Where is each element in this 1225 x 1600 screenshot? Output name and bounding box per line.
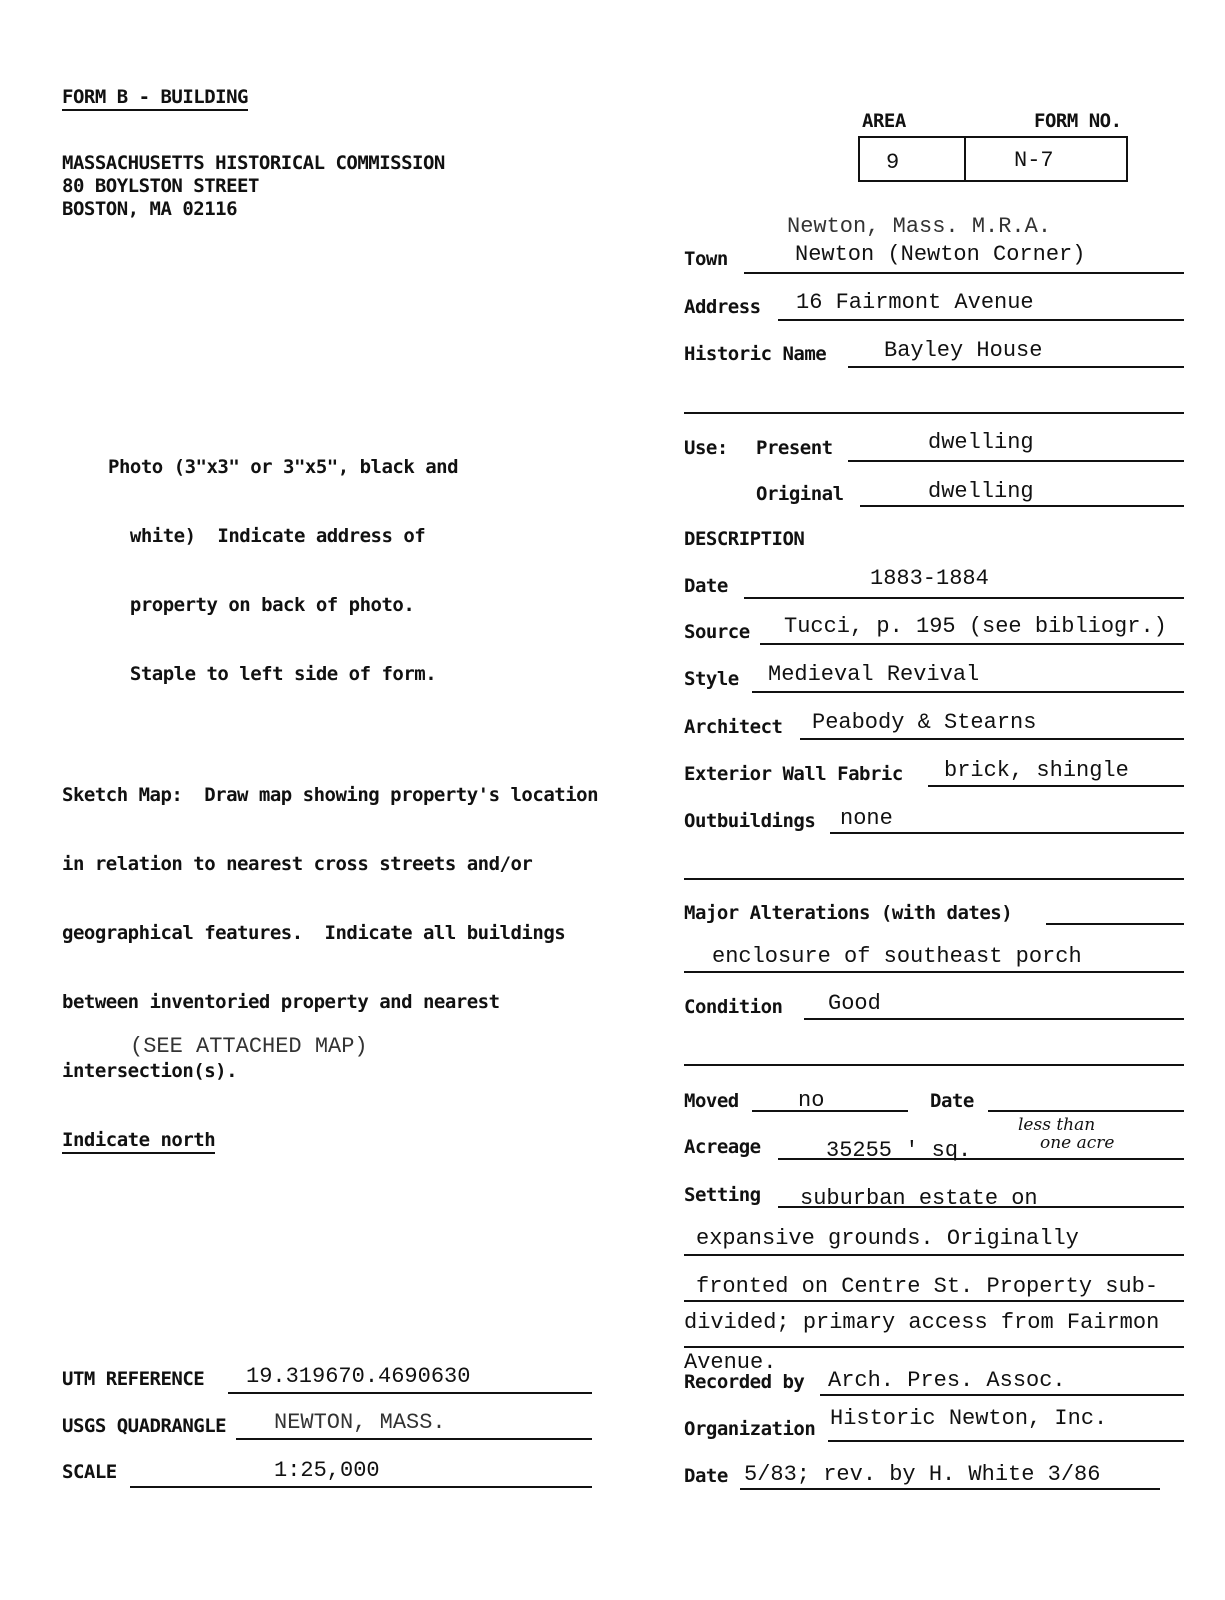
- scale-value: 1:25,000: [274, 1458, 380, 1483]
- historic-name-label: Historic Name: [684, 343, 827, 365]
- utm-line: [228, 1392, 592, 1394]
- record-date-value: 5/83; rev. by H. White 3/86: [744, 1462, 1101, 1487]
- alterations-label: Major Alterations (with dates): [684, 902, 1013, 924]
- moved-value: no: [798, 1088, 825, 1113]
- sketch-instruction-line: between inventoried property and nearest: [62, 991, 500, 1013]
- style-line: [752, 691, 1184, 693]
- blank-line-2: [684, 878, 1184, 880]
- source-value: Tucci, p. 195 (see bibliogr.): [784, 614, 1167, 639]
- sketch-instruction-line: in relation to nearest cross streets and/or: [62, 853, 533, 875]
- wall-fabric-line: [928, 785, 1184, 787]
- setting-line4: divided; primary access from Fairmon: [684, 1310, 1160, 1335]
- historic-name-value: Bayley House: [884, 338, 1043, 363]
- present-value: dwelling: [928, 430, 1034, 455]
- see-attached-map: (SEE ATTACHED MAP): [130, 1034, 368, 1059]
- moved-label: Moved: [684, 1090, 739, 1112]
- acreage-line: [778, 1158, 1184, 1160]
- setting-rule2: [684, 1254, 1184, 1256]
- date-label: Date: [684, 575, 728, 597]
- description-heading: DESCRIPTION: [684, 528, 805, 550]
- outbuildings-value: none: [840, 806, 893, 831]
- setting-line5: Avenue.: [684, 1350, 777, 1375]
- condition-value: Good: [828, 991, 881, 1016]
- architect-label: Architect: [684, 716, 783, 738]
- date-line: [744, 597, 1184, 599]
- original-label: Original: [756, 483, 844, 505]
- setting-line1: suburban estate on: [800, 1186, 1038, 1211]
- moved-date-line: [988, 1110, 1184, 1112]
- area-box-divider: [964, 138, 966, 180]
- town-value: Newton (Newton Corner): [795, 242, 1086, 267]
- setting-rule1: [778, 1206, 1184, 1208]
- style-label: Style: [684, 668, 739, 690]
- present-line: [848, 460, 1184, 462]
- blank-line-3: [684, 1064, 1184, 1066]
- area-value: 9: [886, 150, 900, 175]
- town-note: Newton, Mass. M.R.A.: [787, 214, 1052, 239]
- photo-instruction-line: property on back of photo.: [108, 594, 415, 616]
- outbuildings-label: Outbuildings: [684, 810, 816, 832]
- date-value: 1883-1884: [870, 566, 989, 591]
- architect-value: Peabody & Stearns: [812, 710, 1037, 735]
- organization-label: Organization: [684, 1418, 816, 1440]
- wall-fabric-label: Exterior Wall Fabric: [684, 763, 903, 785]
- record-date-line: [740, 1488, 1160, 1490]
- outbuildings-line: [830, 832, 1184, 834]
- photo-instruction-line: Photo (3"x3" or 3"x5", black and: [108, 456, 459, 478]
- usgs-value: NEWTON, MASS.: [274, 1410, 446, 1435]
- indicate-north: [62, 1129, 598, 1152]
- style-value: Medieval Revival: [768, 662, 980, 687]
- use-label: Use:: [684, 437, 728, 459]
- original-value: dwelling: [928, 479, 1034, 504]
- blank-line: [684, 412, 1184, 414]
- alterations-line: [684, 971, 1184, 973]
- condition-label: Condition: [684, 996, 783, 1018]
- form-no-label: FORM NO.: [1034, 110, 1122, 132]
- record-date-label: Date: [684, 1465, 728, 1487]
- acreage-value: 35255 ' sq.: [826, 1138, 972, 1163]
- original-line: [860, 505, 1184, 507]
- utm-label: UTM REFERENCE: [62, 1368, 205, 1390]
- usgs-line: [236, 1438, 592, 1440]
- scale-line: [130, 1486, 592, 1488]
- scale-label: SCALE: [62, 1461, 117, 1483]
- historic-name-line: [848, 366, 1184, 368]
- indicate-north-text: Indicate north: [62, 1129, 215, 1154]
- acreage-note-line2: one acre: [1040, 1133, 1115, 1153]
- photo-instructions: [108, 410, 458, 709]
- sketch-instruction-line: geographical features. Indicate all buildings: [62, 922, 566, 944]
- source-label: Source: [684, 621, 750, 643]
- setting-rule4: [684, 1346, 1184, 1348]
- acreage-label: Acreage: [684, 1136, 761, 1158]
- commission-street: 80 BOYLSTON STREET: [62, 175, 259, 197]
- setting-rule3: [684, 1300, 1184, 1302]
- source-line: [760, 643, 1184, 645]
- town-label: Town: [684, 248, 728, 270]
- moved-date-label: Date: [930, 1090, 974, 1112]
- acreage-note-line1: less than: [1018, 1115, 1096, 1135]
- recorded-line: [820, 1394, 1184, 1396]
- town-line: [744, 272, 1184, 274]
- wall-fabric-value: brick, shingle: [944, 758, 1129, 783]
- commission-city: BOSTON, MA 02116: [62, 198, 238, 220]
- present-label: Present: [756, 437, 833, 459]
- recorded-label: Recorded by: [684, 1371, 805, 1393]
- address-value: 16 Fairmont Avenue: [796, 290, 1034, 315]
- usgs-label: USGS QUADRANGLE: [62, 1415, 227, 1437]
- area-label: AREA: [862, 110, 906, 132]
- setting-line3: fronted on Centre St. Property sub-: [696, 1274, 1159, 1299]
- photo-instruction-line: white) Indicate address of: [108, 525, 426, 547]
- sketch-instructions: [62, 738, 598, 1175]
- recorded-value: Arch. Pres. Assoc.: [828, 1368, 1066, 1393]
- sketch-instruction-line: Sketch Map: Draw map showing property's location: [62, 784, 599, 806]
- alterations-value: enclosure of southeast porch: [712, 944, 1082, 969]
- address-line: [778, 319, 1184, 321]
- organization-value: Historic Newton, Inc.: [830, 1406, 1108, 1431]
- utm-value: 19.319670.4690630: [246, 1364, 471, 1389]
- sketch-instruction-line: intersection(s).: [62, 1060, 238, 1082]
- moved-line: [752, 1110, 908, 1112]
- address-label: Address: [684, 296, 761, 318]
- setting-label: Setting: [684, 1184, 761, 1206]
- architect-line: [800, 738, 1184, 740]
- organization-line: [828, 1440, 1184, 1442]
- condition-line: [804, 1018, 1184, 1020]
- form-title: FORM B - BUILDING: [62, 86, 248, 111]
- alterations-short-line: [1046, 923, 1184, 925]
- setting-line2: expansive grounds. Originally: [696, 1226, 1079, 1251]
- commission-name: MASSACHUSETTS HISTORICAL COMMISSION: [62, 152, 445, 174]
- form-no-value: N-7: [1014, 148, 1054, 173]
- photo-instruction-line: Staple to left side of form.: [108, 663, 437, 685]
